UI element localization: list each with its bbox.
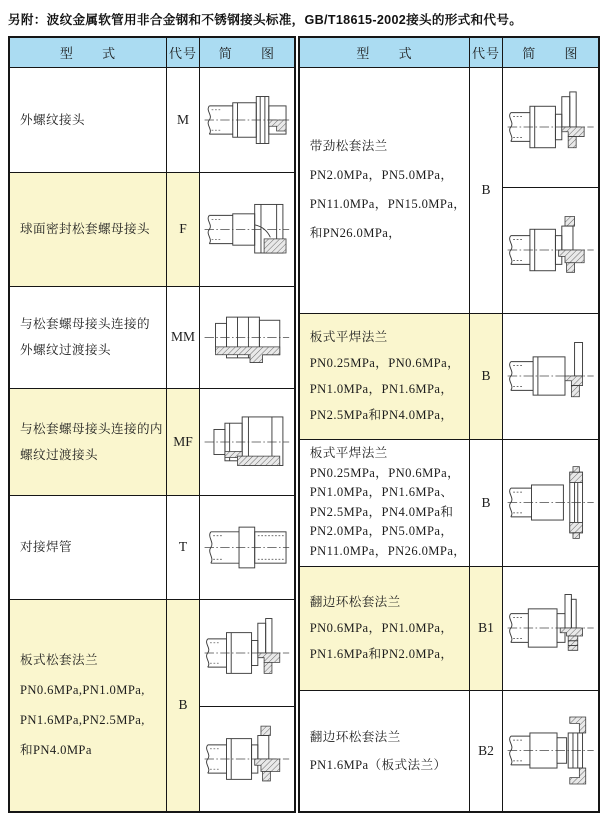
code-cell: B bbox=[470, 67, 502, 313]
type-line: 板式松套法兰 bbox=[20, 653, 98, 667]
type-cell bbox=[299, 67, 470, 313]
type-line: 与松套螺母接头连接的内 bbox=[20, 421, 163, 436]
type-line: PN0.6MPa，PN1.0MPa， bbox=[309, 621, 454, 636]
type-line: 和PN26.0MPa， bbox=[309, 226, 402, 241]
type-line: PN0.6MPa,PN1.0MPa, bbox=[20, 683, 145, 697]
type-cell bbox=[299, 566, 470, 690]
type-line: 与松套螺母接头连接的 bbox=[20, 317, 150, 331]
code-cell: T bbox=[166, 495, 199, 599]
code-cell: B bbox=[166, 599, 199, 812]
type-line: 外螺纹接头 bbox=[20, 112, 85, 127]
column-header-type: 型 式 bbox=[299, 37, 470, 67]
column-header-code: 代号 bbox=[470, 37, 502, 67]
loose-flange-down-diagram bbox=[506, 191, 595, 309]
type-line: PN11.0MPa，PN15.0MPa， bbox=[309, 197, 467, 212]
diagram-cell bbox=[502, 187, 599, 313]
butt-weld-diagram bbox=[203, 499, 291, 596]
code-cell: B bbox=[470, 439, 502, 566]
type-cell bbox=[9, 172, 166, 286]
type-line: 板式平焊法兰 bbox=[309, 446, 388, 461]
type-line: 翻边环松套法兰 bbox=[309, 729, 401, 744]
loose-flange-up-diagram bbox=[203, 603, 291, 703]
type-line: PN2.0MPa，PN5.0MPa， bbox=[309, 524, 454, 539]
page-title: 另附：波纹金属软管用非合金钢和不锈钢接头标准，GB/T18615-2002接头的形式和代号。 bbox=[8, 13, 523, 27]
code-cell: F bbox=[166, 172, 199, 286]
column-header-type: 型 式 bbox=[9, 37, 166, 67]
diagram-cell bbox=[502, 67, 599, 187]
type-cell bbox=[299, 690, 470, 812]
type-line: PN1.6MPa（板式法兰） bbox=[309, 757, 447, 772]
hex-female-diagram bbox=[203, 392, 291, 492]
type-line: PN1.6MPa,PN2.5MPa, bbox=[20, 713, 145, 727]
male-thread-diagram bbox=[203, 71, 291, 169]
diagram-cell bbox=[199, 67, 294, 172]
weld-flange-sym-diagram bbox=[506, 443, 595, 562]
type-line: 翻边环松套法兰 bbox=[309, 595, 401, 610]
diagram-cell bbox=[199, 599, 294, 706]
type-line: PN0.25MPa，PN0.6MPa， bbox=[309, 465, 461, 480]
type-cell bbox=[299, 439, 470, 566]
diagram-cell bbox=[199, 706, 294, 812]
loose-flange-down-diagram bbox=[203, 710, 291, 808]
diagram-cell bbox=[199, 286, 294, 388]
type-line: PN2.5MPa，PN4.0MPa和 bbox=[309, 504, 454, 519]
diagram-cell bbox=[199, 172, 294, 286]
code-cell: M bbox=[166, 67, 199, 172]
code-cell: B2 bbox=[470, 690, 502, 812]
type-cell bbox=[9, 388, 166, 495]
weld-flange-diagram bbox=[506, 317, 595, 435]
code-cell: MM bbox=[166, 286, 199, 388]
type-cell bbox=[9, 67, 166, 172]
type-line: 板式平焊法兰 bbox=[309, 330, 388, 345]
sphere-nut-diagram bbox=[203, 176, 291, 283]
column-header-diagram: 简 图 bbox=[199, 37, 294, 67]
type-line: 球面密封松套螺母接头 bbox=[20, 222, 150, 236]
diagram-cell bbox=[502, 690, 599, 812]
loose-flange-up-diagram bbox=[506, 71, 595, 183]
column-header-diagram: 简 图 bbox=[502, 37, 599, 67]
type-cell bbox=[299, 313, 470, 439]
type-line: PN1.0MPa，PN1.6MPa， bbox=[309, 382, 454, 397]
diagram-cell bbox=[502, 566, 599, 690]
type-cell bbox=[9, 599, 166, 812]
fittings-table-right bbox=[298, 36, 600, 813]
type-line: PN1.0MPa，PN1.6MPa、 bbox=[309, 485, 454, 500]
type-line: PN2.5MPa和PN4.0MPa， bbox=[309, 408, 454, 423]
flanged-ring-plate-diagram bbox=[506, 694, 595, 807]
diagram-cell bbox=[199, 388, 294, 495]
diagram-cell bbox=[502, 439, 599, 566]
type-line: PN0.25MPa，PN0.6MPa， bbox=[309, 356, 461, 371]
type-line: 螺纹过渡接头 bbox=[20, 447, 98, 462]
diagram-cell bbox=[199, 495, 294, 599]
diagram-cell bbox=[502, 313, 599, 439]
type-line: PN1.6MPa和PN2.0MPa， bbox=[309, 647, 454, 662]
type-cell bbox=[9, 495, 166, 599]
code-cell: B bbox=[470, 313, 502, 439]
type-line: PN2.0MPa，PN5.0MPa， bbox=[309, 168, 454, 183]
type-line: 带劲松套法兰 bbox=[309, 139, 388, 154]
type-cell bbox=[9, 286, 166, 388]
hex-nipple-diagram bbox=[203, 290, 291, 385]
flanged-ring-diagram bbox=[506, 570, 595, 686]
fittings-table-left bbox=[8, 36, 296, 813]
type-line: 外螺纹过渡接头 bbox=[20, 343, 111, 357]
type-line: PN11.0MPa，PN26.0MPa， bbox=[309, 543, 467, 558]
code-cell: B1 bbox=[470, 566, 502, 690]
code-cell: MF bbox=[166, 388, 199, 495]
tables-container bbox=[8, 36, 600, 813]
type-line: 对接焊管 bbox=[20, 540, 72, 554]
column-header-code: 代号 bbox=[166, 37, 199, 67]
type-line: 和PN4.0MPa bbox=[20, 743, 92, 757]
